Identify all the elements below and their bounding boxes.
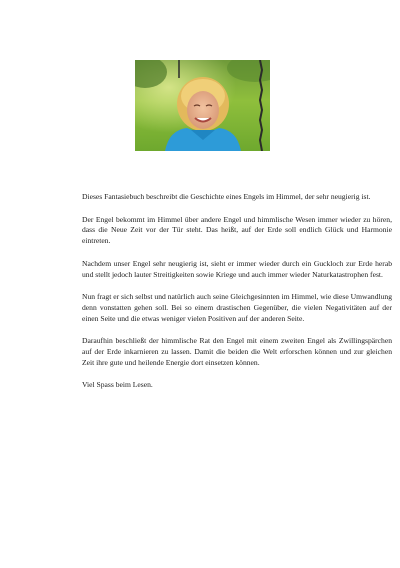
paragraph-6: Viel Spass beim Lesen.	[82, 380, 153, 390]
description-text	[82, 192, 392, 403]
author-photo	[135, 60, 270, 151]
paragraph-4: Nun fragt er sich selbst und natürlich auch seine Gleichgesinnten im Himmel, wie diese Umwandlung denn vonstatten gehen soll. Bei so einem drastischen Gegenüber, die vielen Negativitäten auf der einen Seite und die etwas weniger vielen Positiven auf der anderen Seite.	[82, 292, 392, 323]
paragraph-1: Dieses Fantasiebuch beschreibt die Geschichte eines Engels im Himmel, der sehr neugierig ist.	[82, 192, 371, 201]
paragraph-3: Nachdem unser Engel sehr neugierig ist, sieht er immer wieder durch ein Guckloch zur Erde herab und stellt jedoch lauter Streitigkeiten sowie Kriege und auch immer wieder Naturkatastrophen fest.	[82, 258, 392, 279]
paragraph-5: Daraufhin beschließt der himmlische Rat den Engel mit einem zweiten Engel als Zwillingspärchen auf der Erde inkarnieren zu lassen. Damit die beiden die Welt erforschen können und zur gleichen Zeit ihre gute und heilende Energie dort einsetzen können.	[82, 336, 392, 367]
paragraph-2: Der Engel bekommt im Himmel über andere Engel und himmlische Wesen immer wieder zu hören, dass die Neue Zeit vor der Tür steht. Das heißt, auf der Erde soll endlich Glück und Harmonie eintreten.	[82, 214, 392, 246]
